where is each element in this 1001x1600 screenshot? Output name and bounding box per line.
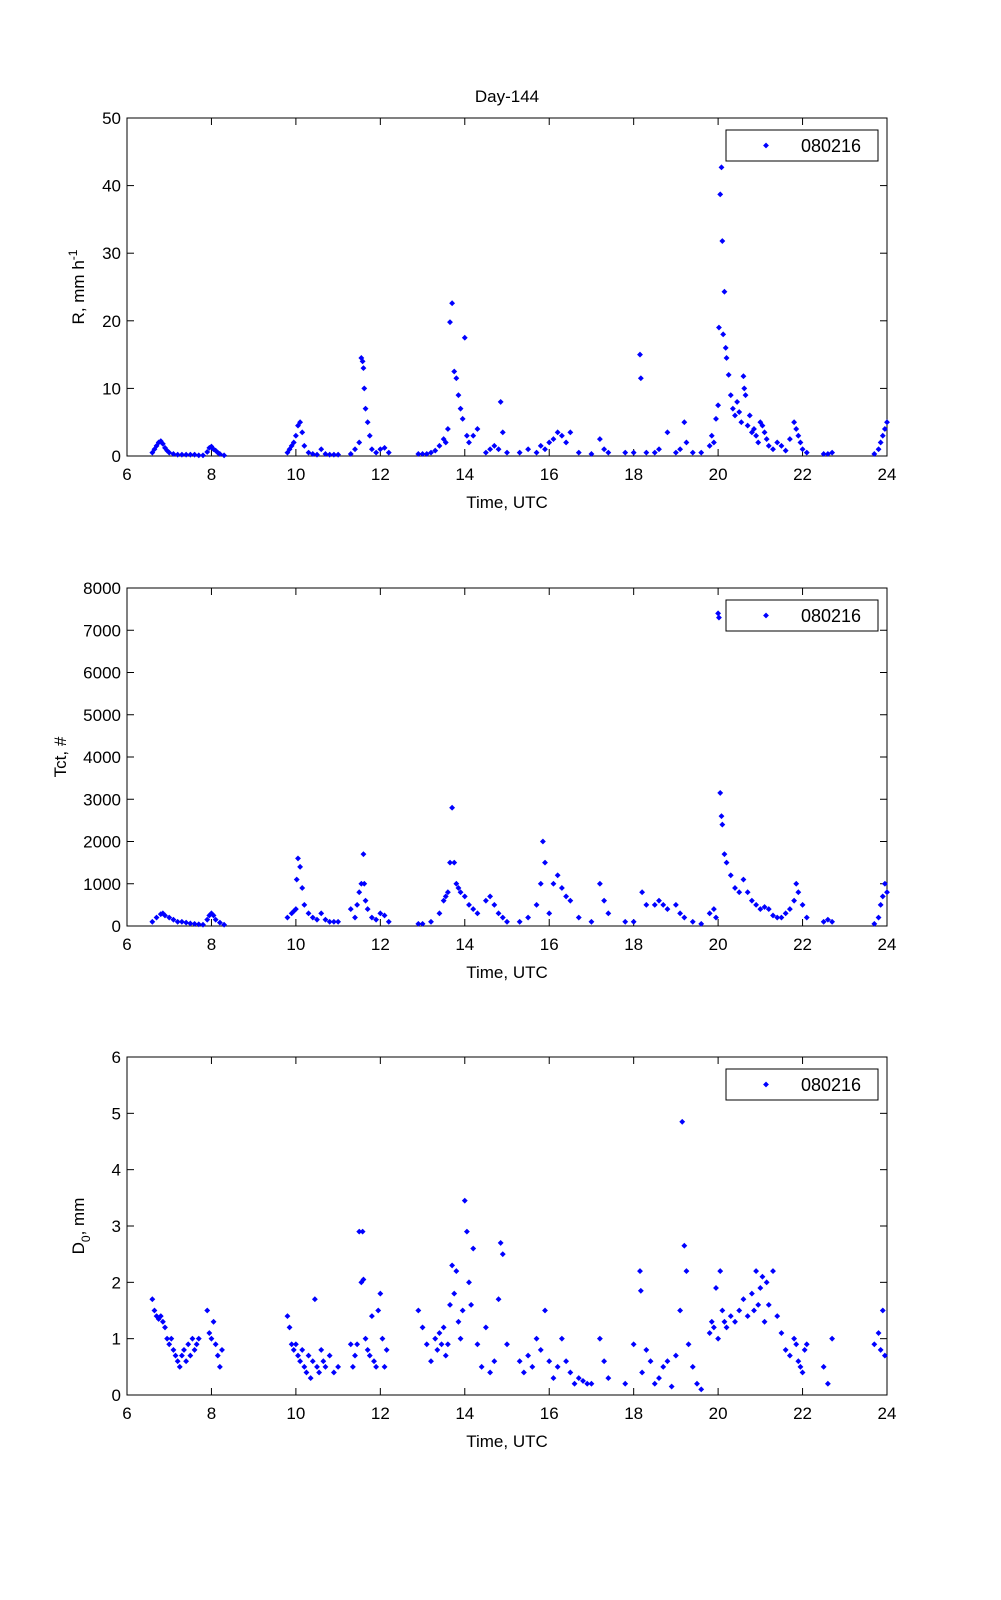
x-tick-label: 18 [624, 1404, 644, 1423]
x-tick-label: 16 [539, 935, 559, 954]
x-tick-label: 8 [206, 465, 217, 484]
plot-frame [127, 118, 887, 456]
x-tick-label: 12 [370, 1404, 390, 1423]
legend [726, 600, 878, 631]
y-axis-label-main: Tct, # [51, 736, 70, 778]
y-axis-label-main: R, mm h [69, 260, 88, 325]
y-tick-label: 0 [111, 447, 121, 466]
figure-title: Day-144 [474, 87, 540, 106]
x-axis-label: Time, UTC [466, 1432, 548, 1451]
y-tick-label: 1000 [83, 874, 121, 894]
x-tick-label: 6 [122, 935, 132, 954]
y-tick-label: 5 [111, 1104, 121, 1124]
y-tick-label: 0 [111, 1386, 121, 1405]
y-tick-label: 2000 [83, 832, 121, 852]
x-tick-label: 22 [793, 1404, 813, 1423]
y-tick-label: 50 [102, 109, 121, 128]
x-tick-label: 8 [206, 935, 217, 954]
y-tick-label: 1 [111, 1329, 121, 1349]
y-tick-label: 30 [102, 244, 121, 264]
legend [726, 130, 878, 161]
y-axis-label [51, 736, 70, 777]
chart-panel-3 [69, 1048, 896, 1451]
legend-label: 080216 [801, 136, 862, 156]
x-tick-label: 12 [370, 465, 390, 484]
x-tick-label: 14 [455, 935, 475, 954]
legend-label: 080216 [801, 606, 862, 626]
y-axis-label [66, 249, 88, 324]
y-tick-label: 3000 [83, 790, 121, 810]
x-tick-label: 6 [122, 465, 132, 484]
panels-group [51, 109, 896, 1451]
x-tick-label: 10 [286, 1404, 306, 1423]
plot-frame [127, 588, 887, 926]
x-tick-label: 16 [539, 465, 559, 484]
x-tick-label: 20 [708, 465, 728, 484]
y-tick-label: 7000 [83, 621, 121, 641]
chart-panel-1 [66, 109, 896, 512]
y-axis-label-suffix: , mm [69, 1197, 88, 1236]
x-tick-label: 6 [122, 1404, 132, 1423]
x-tick-label: 18 [624, 935, 644, 954]
x-tick-label: 24 [877, 1404, 897, 1423]
y-tick-label: 8000 [83, 579, 121, 598]
chart-panel-2 [51, 579, 896, 982]
x-tick-label: 24 [877, 935, 897, 954]
x-tick-label: 10 [286, 935, 306, 954]
x-tick-label: 20 [708, 935, 728, 954]
y-tick-label: 6 [111, 1048, 121, 1067]
x-tick-label: 18 [624, 465, 644, 484]
y-tick-label: 2 [111, 1273, 121, 1293]
x-tick-label: 22 [793, 465, 813, 484]
y-tick-label: 0 [111, 917, 121, 936]
y-tick-label: 4 [111, 1160, 121, 1180]
x-tick-label: 8 [206, 1404, 217, 1423]
x-tick-label: 10 [286, 465, 306, 484]
x-axis-label: Time, UTC [466, 493, 548, 512]
x-tick-label: 16 [539, 1404, 559, 1423]
y-tick-label: 40 [102, 176, 121, 196]
x-tick-label: 14 [455, 1404, 475, 1423]
x-tick-label: 20 [708, 1404, 728, 1423]
y-tick-label: 20 [102, 311, 121, 331]
legend [726, 1069, 878, 1100]
x-tick-label: 12 [370, 935, 390, 954]
y-tick-label: 10 [102, 379, 121, 399]
x-axis-label: Time, UTC [466, 963, 548, 982]
y-axis-label-main: D [69, 1242, 88, 1255]
y-tick-label: 4000 [83, 748, 121, 767]
x-tick-label: 24 [877, 465, 897, 484]
y-tick-label: 5000 [83, 705, 121, 725]
y-axis-label-superscript: -1 [66, 249, 80, 261]
x-tick-label: 14 [455, 465, 475, 484]
y-tick-label: 6000 [83, 663, 121, 683]
y-axis-label-subscript: 0 [79, 1235, 93, 1243]
y-tick-label: 3 [111, 1217, 121, 1236]
legend-label: 080216 [801, 1075, 862, 1095]
x-tick-label: 22 [793, 935, 813, 954]
